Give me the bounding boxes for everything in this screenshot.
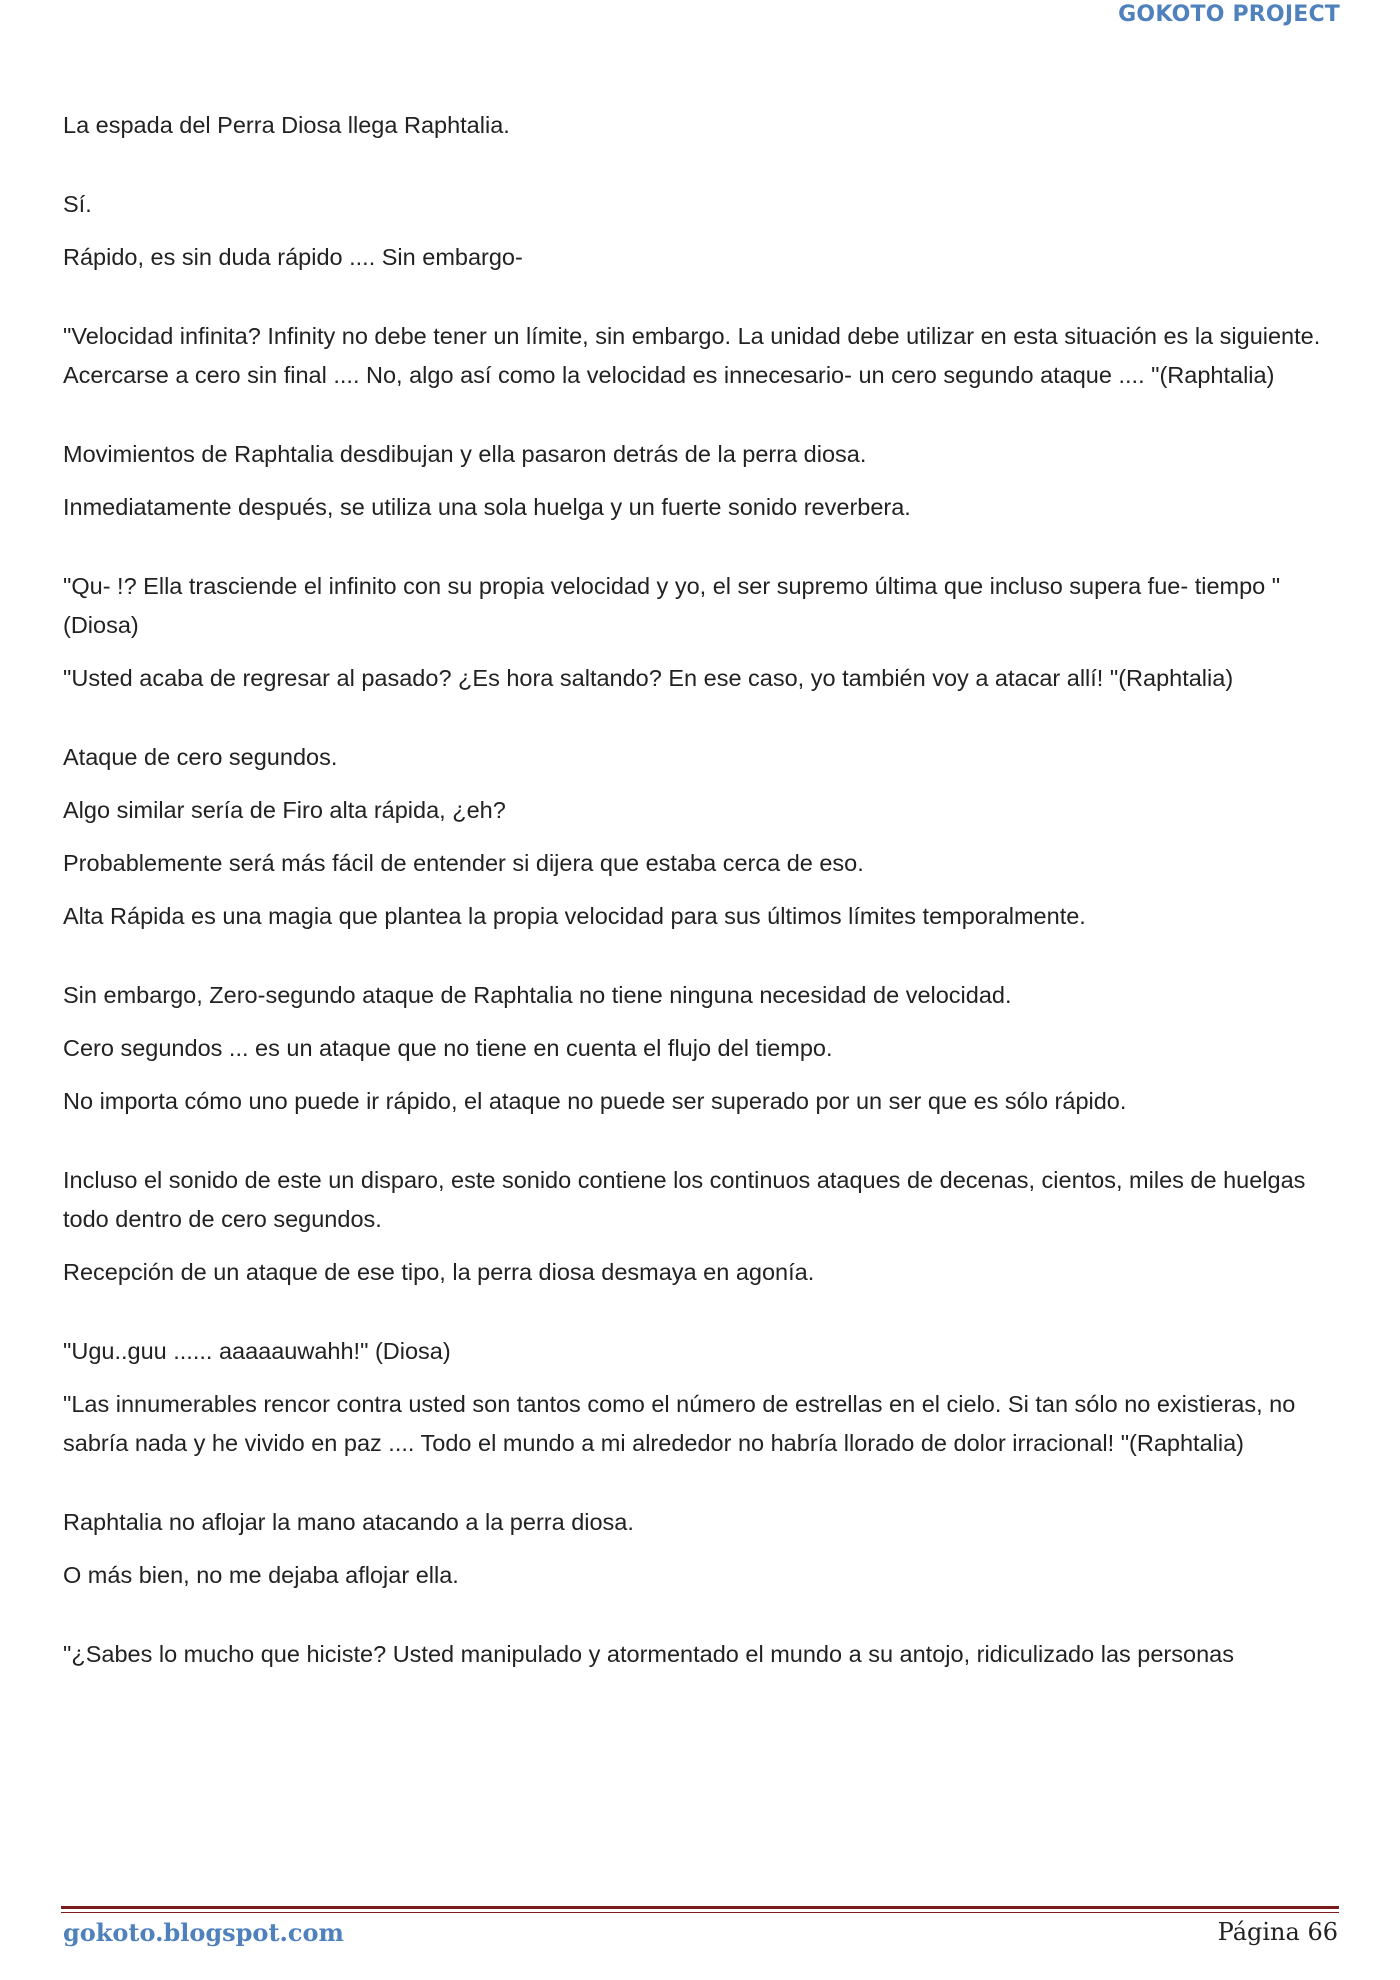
paragraph: Rápido, es sin duda rápido .... Sin embargo- xyxy=(63,244,523,270)
paragraph: Movimientos de Raphtalia desdibujan y ella pasaron detrás de la perra diosa. xyxy=(63,441,867,467)
paragraph: Raphtalia no aflojar la mano atacando a la perra diosa. xyxy=(63,1509,634,1535)
paragraph: Inmediatamente después, se utiliza una sola huelga y un fuerte sonido reverbera. xyxy=(63,494,911,520)
paragraph: No importa cómo uno puede ir rápido, el ataque no puede ser superado por un ser que es sólo rápido. xyxy=(63,1088,1127,1114)
body-text xyxy=(63,106,1338,1688)
paragraph: Recepción de un ataque de ese tipo, la perra diosa desmaya en agonía. xyxy=(63,1259,815,1285)
paragraph: O más bien, no me dejaba aflojar ella. xyxy=(63,1562,459,1588)
paragraph: "Velocidad infinita? Infinity no debe tener un límite, sin embargo. La unidad debe utilizar en esta situación es la siguiente. Acercarse a cero sin final .... No, algo así como la velocidad es innecesario- un cero segundo ataque .... "(Raphtalia) xyxy=(63,323,1321,388)
paragraph: "Las innumerables rencor contra usted son tantos como el número de estrellas en el cielo. Si tan sólo no existieras, no sabría nada y he vivido en paz .... Todo el mundo a mi alrededor no habría llorado de dolor irracional! "(Raphtalia) xyxy=(63,1391,1296,1456)
paragraph: "Qu- !? Ella trasciende el infinito con su propia velocidad y yo, el ser supremo última que incluso supera fue- tiempo "(Diosa) xyxy=(63,573,1281,638)
header-title: GOKOTO PROJECT xyxy=(1118,2,1340,27)
paragraph: Cero segundos ... es un ataque que no tiene en cuenta el flujo del tiempo. xyxy=(63,1035,833,1061)
paragraph: Algo similar sería de Firo alta rápida, ¿eh? xyxy=(63,797,506,823)
paragraph: "¿Sabes lo mucho que hiciste? Usted manipulado y atormentado el mundo a su antojo, ridiculizado las personas xyxy=(63,1641,1234,1667)
footer-page-number: Página 66 xyxy=(1217,1918,1338,1946)
footer-divider-thin xyxy=(61,1912,1339,1913)
paragraph: Sin embargo, Zero-segundo ataque de Raphtalia no tiene ninguna necesidad de velocidad. xyxy=(63,982,1012,1008)
paragraph: La espada del Perra Diosa llega Raphtalia. xyxy=(63,112,510,138)
paragraph: Alta Rápida es una magia que plantea la propia velocidad para sus últimos límites temporalmente. xyxy=(63,903,1086,929)
paragraph: "Usted acaba de regresar al pasado? ¿Es hora saltando? En ese caso, yo también voy a atacar allí! "(Raphtalia) xyxy=(63,665,1234,691)
paragraph: Probablemente será más fácil de entender si dijera que estaba cerca de eso. xyxy=(63,850,864,876)
paragraph: Incluso el sonido de este un disparo, este sonido contiene los continuos ataques de decenas, cientos, miles de huelgas todo dentro de cero segundos. xyxy=(63,1167,1306,1232)
footer-divider xyxy=(61,1906,1339,1909)
paragraph: Ataque de cero segundos. xyxy=(63,744,338,770)
paragraph: "Ugu..guu ...... aaaaauwahh!" (Diosa) xyxy=(63,1338,451,1364)
paragraph: Sí. xyxy=(63,191,92,217)
footer-site-link[interactable]: gokoto.blogspot.com xyxy=(63,1918,344,1947)
